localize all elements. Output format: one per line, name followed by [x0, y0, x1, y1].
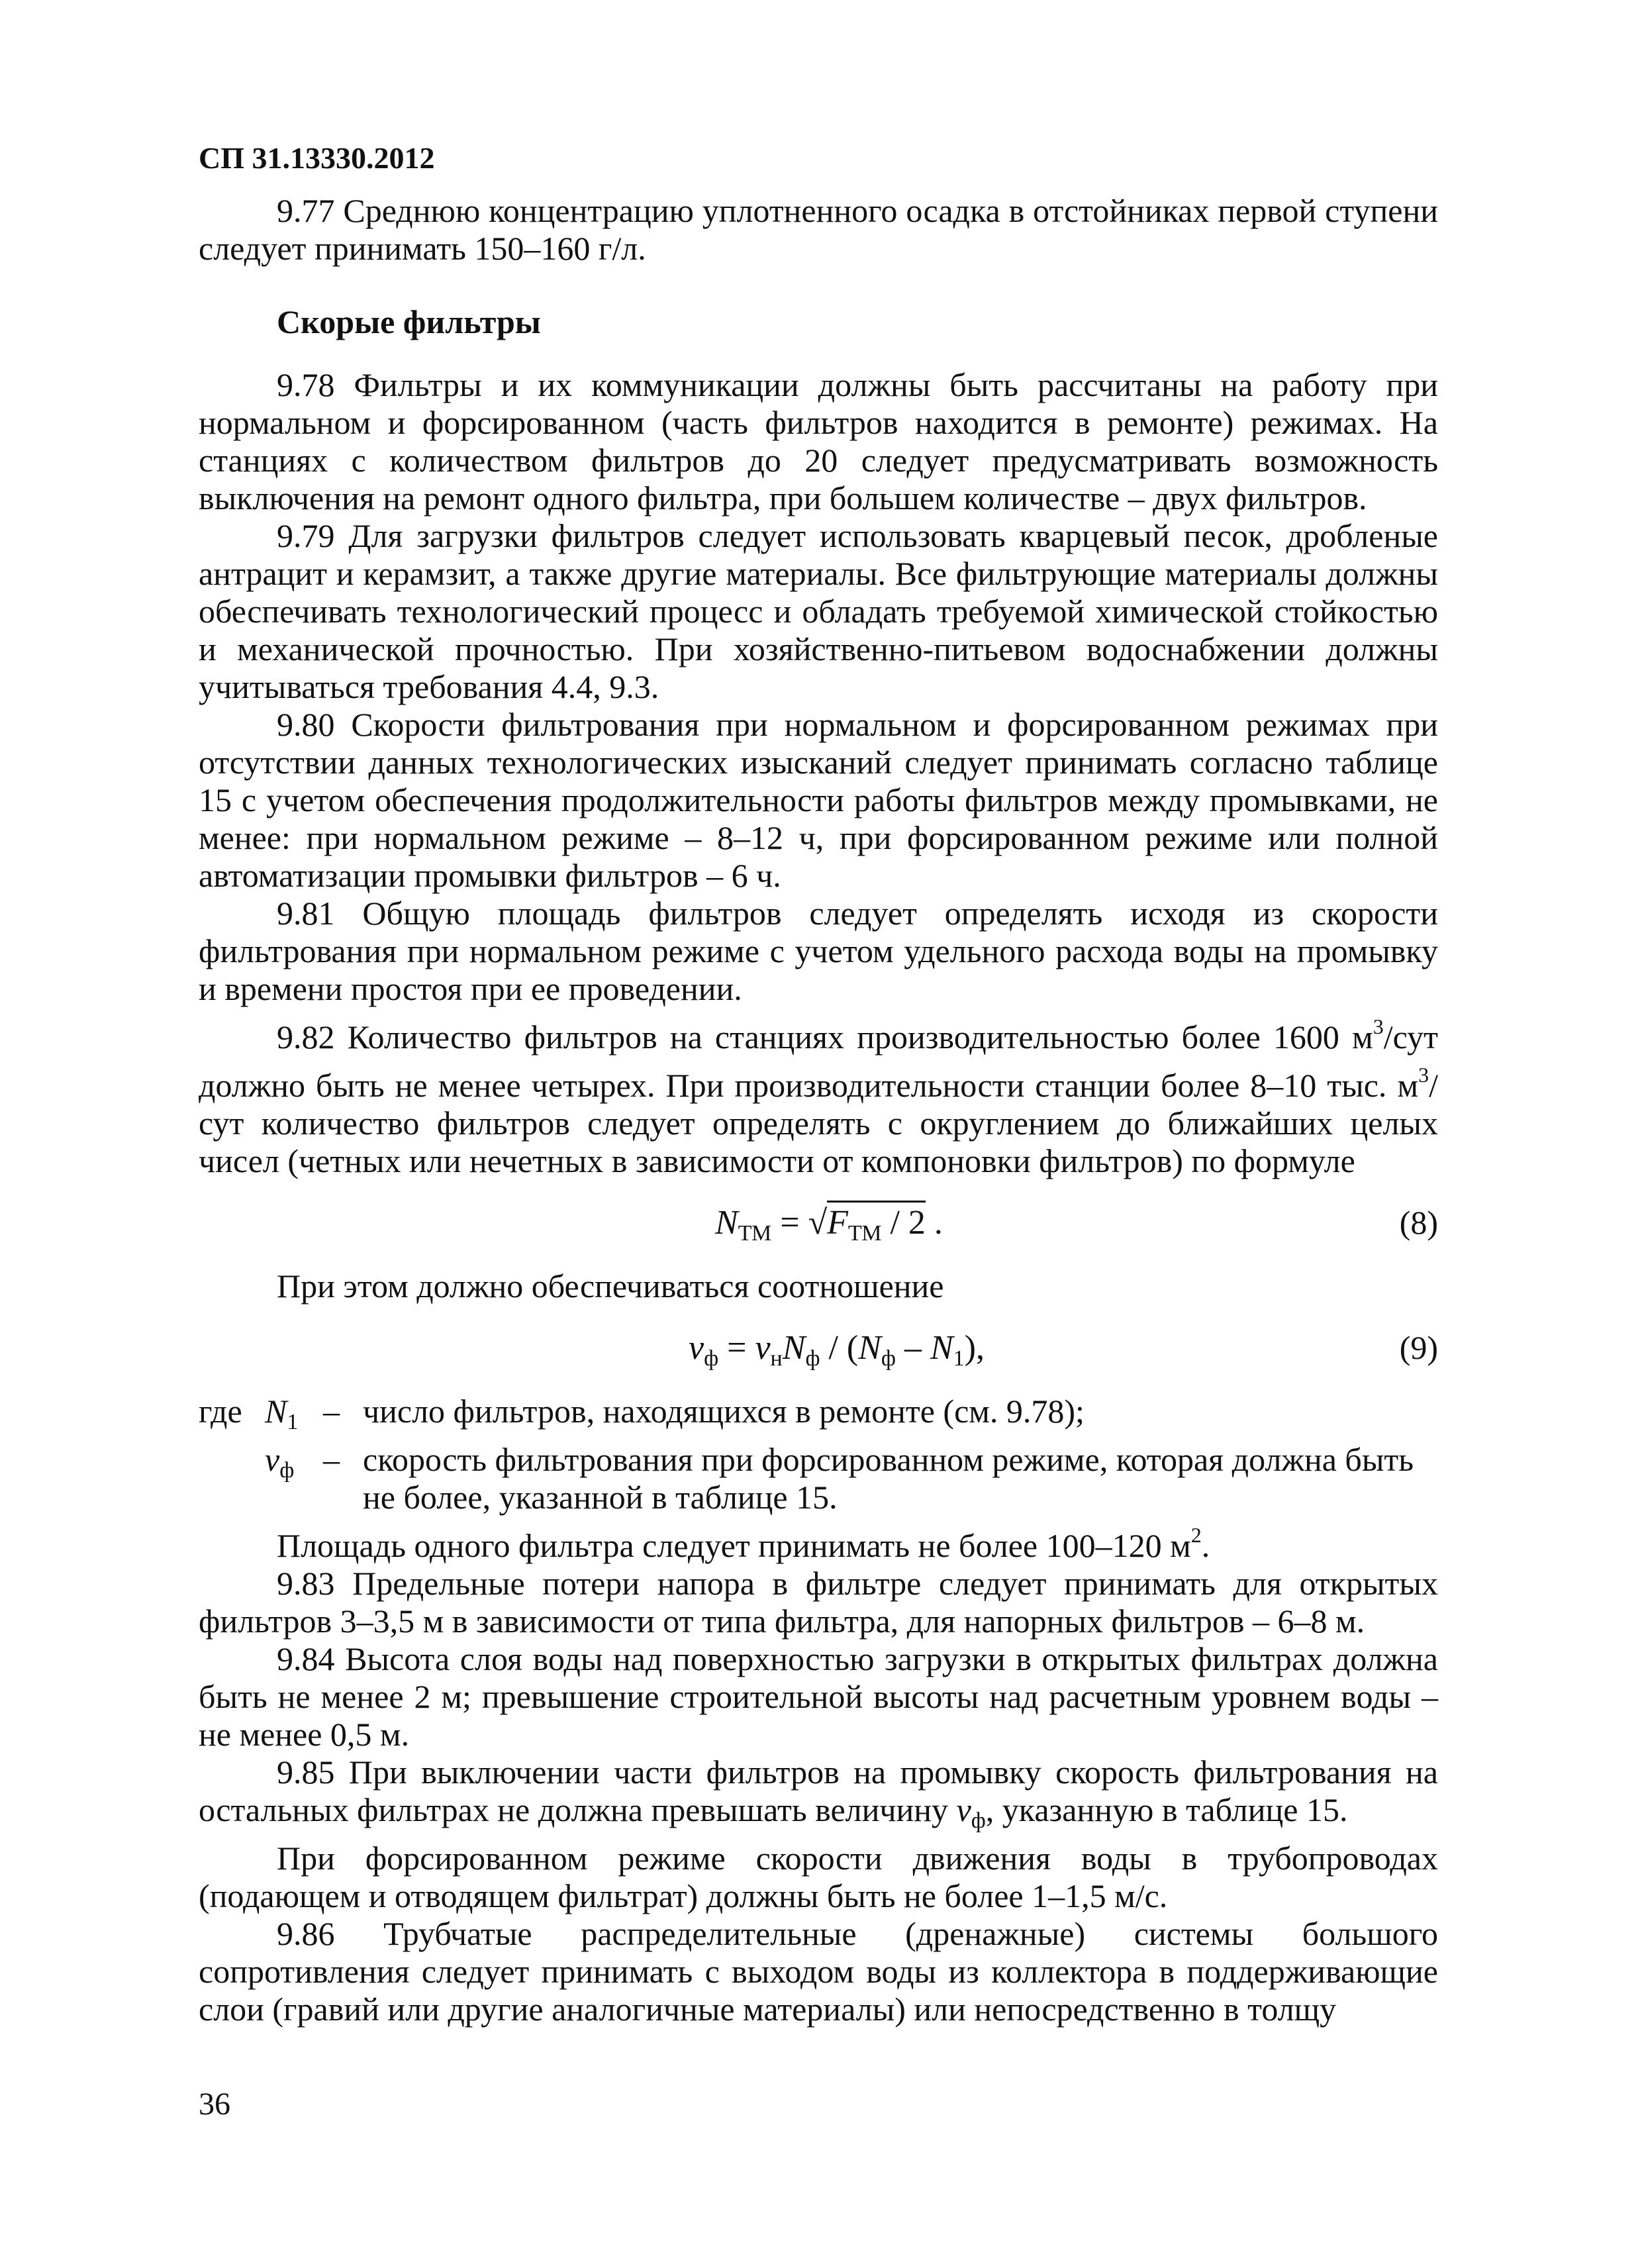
legend-dash: – — [323, 1393, 340, 1430]
legend-vf-description: скорость фильтрования при форсированном режиме, которая должна быть не более, указанной в таблице 15. — [363, 1441, 1414, 1516]
formula-8 — [199, 1192, 1438, 1256]
formula-variable: N — [858, 1329, 881, 1367]
legend-dash: – — [323, 1441, 340, 1478]
paragraph-9-84: 9.84 Высота слоя воды над поверхностью загрузки в открытых фильтрах должна быть не менее 2 м; превышение строительной высоты над расчетным уровнем воды – не менее 0,5 м. — [199, 1640, 1438, 1753]
formula-variable: N — [715, 1204, 738, 1242]
formula-subscript: ф — [279, 1458, 295, 1483]
formula-variable: v — [956, 1791, 971, 1828]
formula-subscript: ф — [971, 1808, 986, 1833]
formula-operator: ), — [964, 1329, 985, 1367]
superscript-cube: 3 — [1373, 1014, 1384, 1038]
paragraph-9-79: 9.79 Для загрузки фильтров следует использовать кварцевый песок, дробленые антрацит и керамзит, а также другие материалы. Все фильтрующие материалы должны обеспечивать технологический процесс и обладать требуемой химической стойкостью и механической прочностью. При хозяйственно-питьевом водоснабжении должны учитываться требования 4.4, 9.3. — [199, 517, 1438, 705]
paragraph-9-81: 9.81 Общую площадь фильтров следует определять исходя из скорости фильтрования при нормальном режиме с учетом удельного расхода воды на промывку и времени простоя при ее проведении. — [199, 895, 1438, 1007]
superscript-cube: 3 — [1418, 1063, 1429, 1087]
paragraph-9-82-part-b: /сут должно быть не менее четырех. При производительности станции более 8–10 тыс. м — [199, 1018, 1438, 1104]
formula-9-expression — [689, 1329, 985, 1377]
paragraph-9-82-relation-intro: При этом должно обеспечиваться соотношение — [277, 1267, 944, 1305]
formula-9-number: (9) — [1399, 1329, 1438, 1366]
legend-symbol-vf — [265, 1441, 323, 1489]
paragraph-9-80: 9.80 Скорости фильтрования при нормальном и форсированном режимах при отсутствии данных технологических изысканий следует принимать согласно таблице 15 с учетом обеспечения продолжительности работы фильтров между промывками, не менее: при нормальном режиме – 8–12 ч, при форсированном режиме или полной автоматизации промывки фильтров – 6 ч. — [199, 706, 1438, 894]
superscript-square: 2 — [1190, 1523, 1202, 1547]
paragraph-9-82 — [199, 1008, 1438, 1180]
legend-where-label: где — [199, 1393, 242, 1430]
paragraph-9-77: 9.77 Среднюю концентрацию уплотненного осадка в отстойниках первой ступени следует принимать 150–160 г/л. — [199, 192, 1438, 267]
sqrt-radicand — [827, 1201, 926, 1246]
document-body — [199, 192, 1438, 2028]
formula-9 — [199, 1317, 1438, 1381]
formula-8-expression — [715, 1204, 943, 1252]
filter-area-end: . — [1201, 1527, 1210, 1564]
formula-subscript: 1 — [287, 1410, 299, 1434]
formula-subscript: ф — [704, 1346, 719, 1371]
formula-subscript: ф — [881, 1346, 896, 1371]
formula-subscript: ТМ — [738, 1221, 772, 1246]
paragraph-9-78: 9.78 Фильтры и их коммуникации должны быть рассчитаны на работу при нормальном и форсированном (часть фильтров находится в ремонте) режимах. На станциях с количеством фильтров до 20 следует предусматривать возможность выключения на ремонт одного фильтра, при большем количестве – двух фильтров. — [199, 366, 1438, 517]
legend-n1-description: число фильтров, находящихся в ремонте (см. 9.78); — [363, 1393, 1085, 1430]
formula-operator: – — [895, 1329, 930, 1367]
formula-operator: = — [718, 1329, 755, 1367]
paragraph-9-86: 9.86 Трубчатые распределительные (дренажные) системы большого сопротивления следует принимать с выходом воды из коллектора в поддерживающие слои (гравий или другие аналогичные материалы) или непосредственно в толщу — [199, 1915, 1438, 2028]
paragraph-9-85-part-a: 9.85 При выключении части фильтров на промывку скорость фильтрования на остальных фильтрах не должна превышать величину — [199, 1753, 1438, 1828]
paragraph-9-82-part-a: 9.82 Количество фильтров на станциях производительностью более 1600 м — [277, 1018, 1373, 1056]
legend-symbol-n1 — [265, 1393, 323, 1441]
paragraph-9-83: 9.83 Предельные потери напора в фильтре следует принимать для открытых фильтров 3–3,5 м в зависимости от типа фильтра, для напорных фильтров – 6–8 м. — [199, 1565, 1438, 1640]
formula-operator: . — [925, 1204, 943, 1242]
formula-variable: N — [265, 1393, 287, 1430]
page-number: 36 — [199, 2087, 230, 2122]
paragraph-9-85-pipes: При форсированном режиме скорости движения воды в трубопроводах (подающем и отводящем фильтрат) должны быть не более 1–1,5 м/с. — [199, 1840, 1438, 1914]
formula-variable: F — [827, 1204, 848, 1242]
formula-subscript: 1 — [953, 1346, 965, 1371]
paragraph-9-85-part-b: , указанную в таблице 15. — [985, 1791, 1348, 1828]
formula-operator: = — [771, 1204, 808, 1242]
paragraph-filter-area — [199, 1516, 1438, 1565]
formula-8-number: (8) — [1399, 1204, 1438, 1241]
paragraph-9-82-part-c: /сут количество фильтров следует определять с округлением до ближайших целых чисел (четных или нечетных в зависимости от компоновки фильтров) по формуле — [199, 1067, 1438, 1179]
formula-variable: N — [930, 1329, 953, 1367]
formula-subscript: н — [770, 1346, 783, 1371]
formula-variable: v — [265, 1441, 280, 1478]
document-code-header: СП 31.13330.2012 — [199, 141, 435, 175]
formula-variable: v — [755, 1329, 771, 1367]
formula-operator: / ( — [820, 1329, 859, 1367]
sqrt-sign: √ — [808, 1204, 828, 1242]
formula-variable: N — [782, 1329, 806, 1367]
formula-operator: / 2 — [881, 1204, 926, 1242]
symbol-legend — [199, 1393, 1438, 1516]
formula-variable: v — [689, 1329, 704, 1367]
filter-area-text: Площадь одного фильтра следует принимать не более 100–120 м — [277, 1527, 1191, 1564]
paragraph-9-85 — [199, 1753, 1438, 1840]
section-heading: Скорые фильтры — [277, 303, 541, 340]
formula-subscript: ТМ — [847, 1221, 882, 1246]
formula-subscript: ф — [805, 1346, 820, 1371]
